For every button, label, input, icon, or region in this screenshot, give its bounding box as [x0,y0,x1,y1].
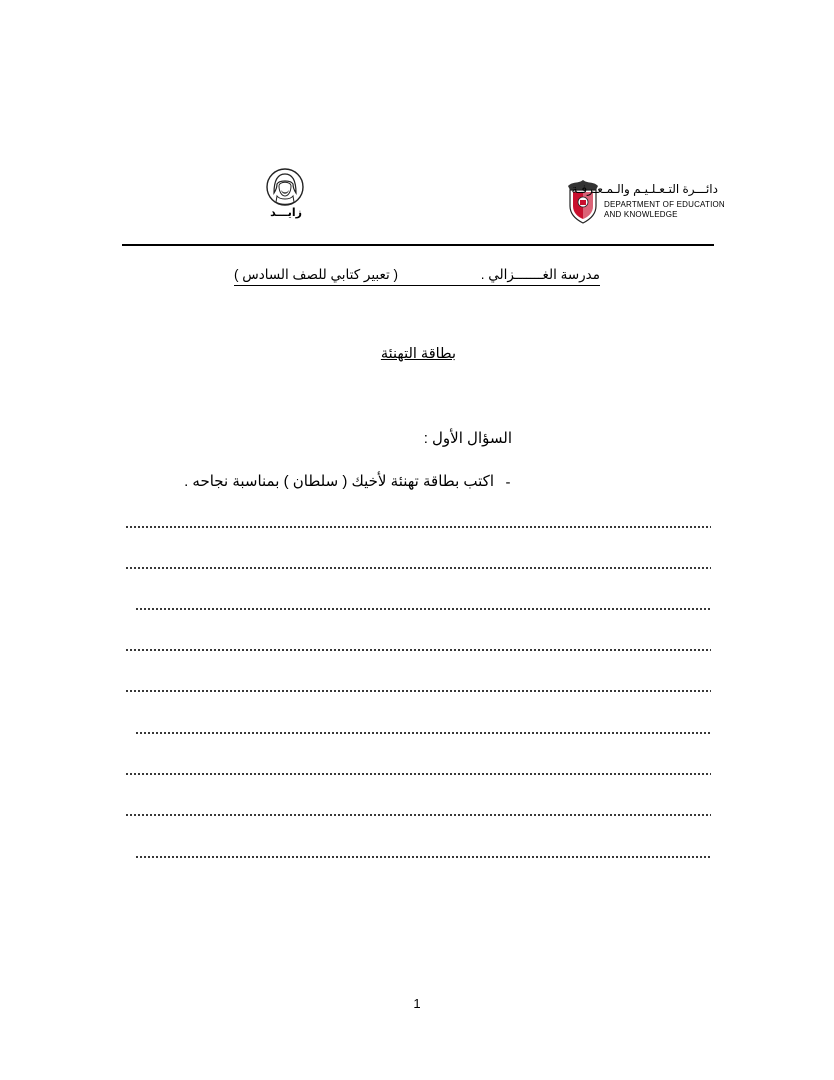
zayed-logo-text: زايـــد [270,207,302,219]
answer-line[interactable] [135,732,711,734]
subject-title: ( تعبير كتابي للصف السادس ) [234,267,399,282]
department-name-arabic: دائـــرة التـعـلـيـم والـمـعـرفـة [571,182,718,196]
department-name-english-line1: DEPARTMENT OF EDUCATION [604,200,725,209]
answer-line[interactable] [135,608,711,610]
department-name-english-line2: AND KNOWLEDGE [604,210,678,219]
page-title: بطاقة التهنئة [380,346,456,362]
question-bullet: - [505,474,511,491]
question-label: السؤال الأول : [423,430,512,447]
header-divider [122,244,714,246]
answer-line[interactable] [125,814,711,816]
answer-line[interactable] [125,773,711,775]
answer-line[interactable] [125,526,711,528]
answer-line[interactable] [125,690,711,692]
school-name: مدرسة الغـــــــزالي . [480,267,600,282]
answer-line[interactable] [125,567,711,569]
page-number: 1 [413,996,421,1011]
answer-line[interactable] [125,649,711,651]
question-text: اكتب بطاقة تهنئة لأخيك ( سلطان ) بمناسبة نجاحه . [184,473,494,490]
answer-line[interactable] [135,856,711,858]
subheader [234,267,600,286]
